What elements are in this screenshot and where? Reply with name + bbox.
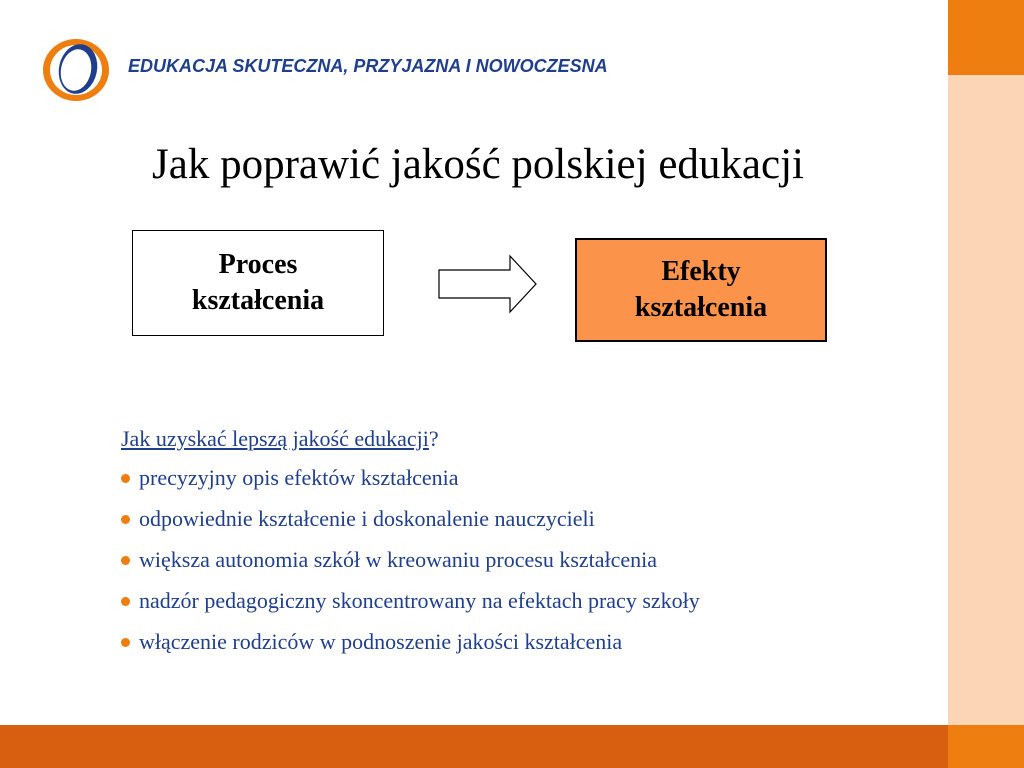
bottom-corner-accent bbox=[948, 725, 1024, 768]
bullet-dot-icon bbox=[121, 597, 130, 606]
question-link[interactable]: Jak uzyskać lepszą jakość edukacji bbox=[121, 426, 429, 451]
bottom-decorative-bar bbox=[0, 725, 948, 768]
bullet-list bbox=[121, 465, 700, 670]
process-box-line2: kształcenia bbox=[191, 285, 325, 316]
process-box-line1: Proces bbox=[218, 249, 298, 280]
list-item-text: włączenie rodziców w podnoszenie jakości kształcenia bbox=[139, 629, 623, 654]
list-item bbox=[121, 506, 700, 547]
list-item-text: większa autonomia szkół w kreowaniu procesu kształcenia bbox=[139, 547, 658, 572]
effects-box-line2: kształcenia bbox=[634, 292, 768, 323]
bullet-dot-icon bbox=[121, 474, 130, 483]
right-decorative-band bbox=[948, 0, 1024, 768]
right-arrow-icon bbox=[438, 254, 538, 314]
slide-title: Jak poprawić jakość polskiej edukacji bbox=[152, 141, 804, 188]
bullet-dot-icon bbox=[121, 515, 130, 524]
list-item-text: precyzyjny opis efektów kształcenia bbox=[139, 465, 459, 490]
effects-box-line1: Efekty bbox=[661, 256, 741, 287]
bullet-dot-icon bbox=[121, 638, 130, 647]
bullet-dot-icon bbox=[121, 556, 130, 565]
question-line bbox=[121, 426, 439, 452]
question-mark: ? bbox=[428, 426, 439, 451]
effects-box bbox=[575, 238, 827, 342]
header-title: EDUKACJA SKUTECZNA, PRZYJAZNA I NOWOCZESNA bbox=[128, 56, 608, 76]
right-band-top-accent bbox=[948, 0, 1024, 75]
list-item-text: odpowiednie kształcenie i doskonalenie nauczycieli bbox=[139, 506, 595, 531]
list-item bbox=[121, 547, 700, 588]
list-item bbox=[121, 629, 700, 670]
list-item bbox=[121, 465, 700, 506]
list-item-text: nadzór pedagogiczny skoncentrowany na efektach pracy szkoły bbox=[139, 588, 700, 613]
orange-ring-logo-icon bbox=[40, 36, 112, 104]
process-box bbox=[132, 230, 384, 336]
list-item bbox=[121, 588, 700, 629]
